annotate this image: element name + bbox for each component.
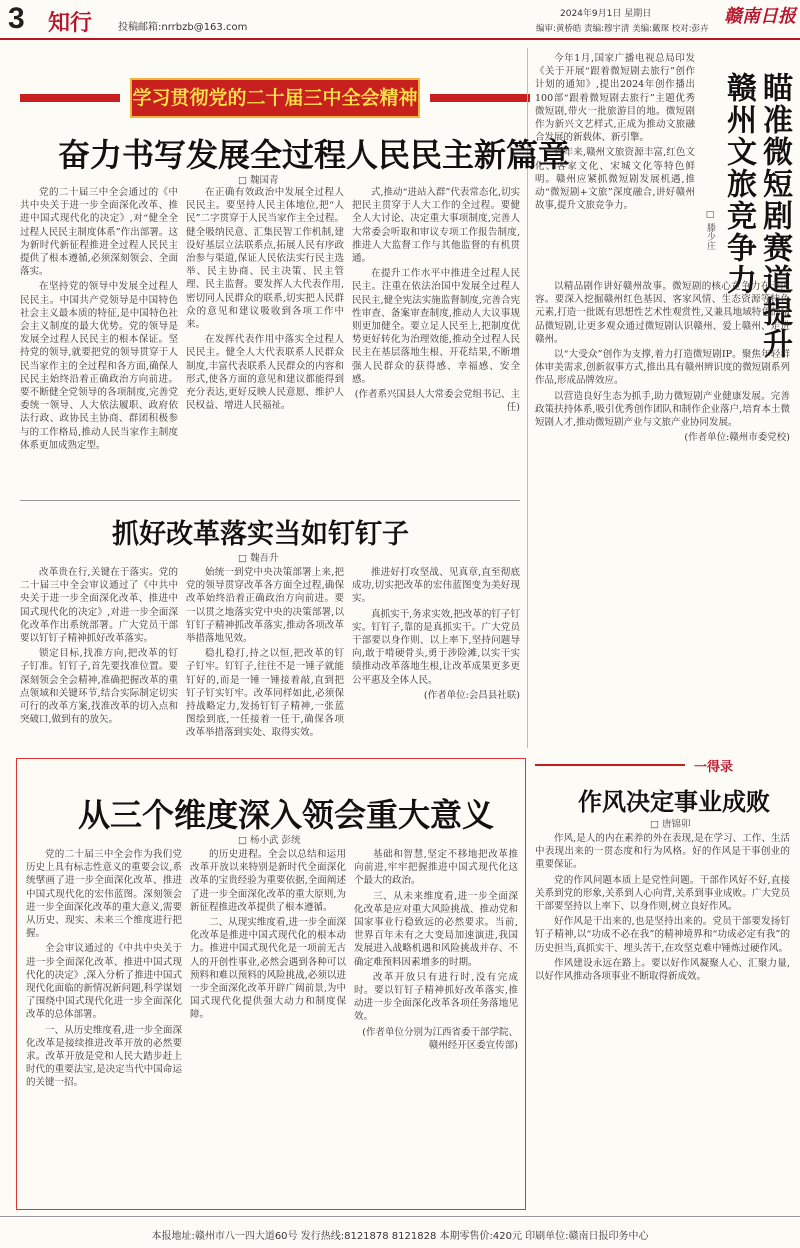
article-4-intro bbox=[535, 52, 695, 272]
paragraph: 稳扎稳打,持之以恒,把改革的钉子钉牢。钉钉子,往往不是一锤子就能钉好的,而是一锤一锤接着敲,直到把钉子钉实钉牢。改革同样如此,必须保持战略定力,发扬钉钉子精神,一张蓝图绘到底,一任接着一任干,确保各项改革举措落到实处、取得实效。 bbox=[186, 648, 344, 739]
paragraph: 好作风是干出来的,也是坚持出来的。党员干部要发扬钉钉子精神,以“功成不必在我”的精神境界和“功成必定有我”的历史担当,真抓实干、埋头苦干,在攻坚克难中锤炼过硬作风。 bbox=[535, 916, 790, 954]
paper-logo: 赣南日报 bbox=[724, 6, 796, 27]
article-3-title: 从三个维度深入领会重大意义 bbox=[78, 796, 495, 834]
article-5-byline: □ 唐锦卯 bbox=[650, 819, 691, 830]
paragraph: 基础和智慧,坚定不移地把改革推向前进,牢牢把握推进中国式现代化这个最大的政治。 bbox=[354, 849, 518, 887]
article-5-body bbox=[535, 832, 790, 1210]
paragraph: 式,推动“进站入群”代表常态化,切实把民主贯穿于人大工作的全过程。要健全人大讨论、决定重大事项制度,完善人大常委会听取和审议专项工作报告制度,推进人大监督工作与其他监督的有机贯通。 bbox=[352, 187, 520, 265]
paragraph: 以“大受众”创作为支撑,着力打造微短剧IP。聚焦年轻群体审美需求,创新叙事方式,推出具有赣州辨识度的微短剧系列作品,形成品牌效应。 bbox=[535, 349, 790, 387]
article-4-title: 瞄准微短剧赛道提升赣州文旅竞争力 bbox=[721, 72, 792, 360]
article-2-column-3 bbox=[352, 566, 520, 746]
article-2-source: (作者单位:会昌县社联) bbox=[423, 689, 520, 701]
topic-banner: 学习贯彻党的二十届三中全会精神 bbox=[130, 78, 420, 118]
article-3-source: (作者单位分别为江西省委干部学院、赣州经开区委宣传部) bbox=[362, 1026, 518, 1051]
page-number: 3 bbox=[8, 2, 25, 35]
paragraph: 以精品剧作讲好赣州故事。微短剧的核心竞争力在于内容。要深入挖掘赣州红色基因、客家风情、生态资源等特色元素,打造一批既有思想性艺术性观赏性,又兼具地域特色的精品微短剧,让更多观众通过微短剧认识赣州、爱上赣州、走进赣州。 bbox=[535, 281, 790, 345]
issue-date: 2024年9月1日 星期日 bbox=[560, 9, 652, 19]
column-tag: 一得录 bbox=[694, 760, 734, 775]
article-5-title: 作风决定事业成败 bbox=[578, 787, 770, 816]
article-2-column-1 bbox=[20, 566, 178, 746]
paragraph: 改革开放只有进行时,没有完成时。要以钉钉子精神抓好改革落实,推动进一步全面深化改革各项任务落地见效。 bbox=[354, 971, 518, 1023]
article-3-column-1 bbox=[26, 848, 182, 1203]
article-3-column-3 bbox=[354, 848, 518, 1203]
article-1-title: 奋力书写发展全过程人民民主新篇章 bbox=[58, 136, 571, 174]
paragraph: 全会审议通过的《中共中央关于进一步全面深化改革、推进中国式现代化的决定》,深入分析了推进中国式现代化面临的新情况新问题,科学谋划了围绕中国式现代化进一步全面深化改革的总体部署。 bbox=[26, 943, 182, 1021]
paragraph: 在发挥代表作用中落实全过程人民民主。健全人大代表联系人民群众制度,丰富代表联系人民群众的内容和形式,使各方面的意见和建议都能得到充分表达,更好反映人民意愿、维护人民权益、增进人民福祉。 bbox=[186, 334, 344, 412]
article-2-byline: □ 魏吾升 bbox=[238, 553, 279, 564]
page-footer bbox=[0, 1216, 800, 1248]
editor-email: 投稿邮箱:nrrbzb@163.com bbox=[118, 22, 248, 33]
paragraph: 今年1月,国家广播电视总局印发《关于开展“跟着微短剧去旅行”创作计划的通知》,提出2024年创作播出100部“跟着微短剧去旅行”主题优秀微短剧,带火一批旅游目的地。微短剧作为新兴文艺样式,正成为推动文旅融合发展的新载体、新引擎。 bbox=[535, 53, 695, 144]
paragraph: 在坚持党的领导中发展全过程人民民主。中国共产党领导是中国特色社会主义最本质的特征,是中国特色社会主义制度的最大优势。党的领导是发展全过程人民民主的根本保证。坚持党的领导,就要把党的领导贯穿于人民当家作主的全过程和各方面,确保人民民主始终沿着正确政治方向前进。要不断健全党领导的各项制度,完善党委统一领导、人大依法履职、政府依法行政、政协民主协商、群团积极参与的工作格局,推动人民当家作主制度体系更加成熟定型。 bbox=[20, 281, 178, 451]
article-2-column-2 bbox=[186, 566, 344, 746]
paragraph: 改革贵在行,关键在于落实。党的二十届三中全会审议通过了《中共中央关于进一步全面深化改革、推进中国式现代化的决定》,对进一步全面深化改革作出系统部署。广大党员干部要以钉钉子精神抓好改革落实。 bbox=[20, 567, 178, 645]
article-2-title: 抓好改革落实当如钉钉子 bbox=[112, 519, 409, 550]
article-4-source: (作者单位:赣州市委党校) bbox=[684, 432, 790, 444]
paragraph: 三、从未来维度看,进一步全面深化改革是应对重大风险挑战、推动党和国家事业行稳致远的必然要求。当前,世界百年未有之大变局加速演进,我国发展进入战略机遇和风险挑战并存、不确定难预料因素增多的时期。 bbox=[354, 890, 518, 968]
article-1-source: (作者系兴国县人大常委会党组书记、主任) bbox=[354, 389, 520, 414]
banner-decoration bbox=[20, 94, 120, 102]
staff-credits: 编审:黄桥皓 责编:穆宇清 美编:戴琛 校对:彭卉 bbox=[536, 24, 709, 34]
paragraph: 党的作风问题本质上是党性问题。干部作风好不好,直接关系到党的形象,关系到人心向背,关系到事业成败。广大党员干部要坚持以上率下、以身作则,树立良好作风。 bbox=[535, 874, 790, 913]
paragraph: 党的二十届三中全会通过的《中共中央关于进一步全面深化改革、推进中国式现代化的决定》,对“健全全过程人民民主制度体系”作出部署。这为新时代新征程推进全过程人民民主提供了根本遵循,必须深刻领会、全面落实。 bbox=[20, 187, 178, 278]
paragraph: 作风,是人的内在素养的外在表现,是在学习、工作、生活中表现出来的一贯态度和行为风格。好的作风是干事创业的重要保证。 bbox=[535, 833, 790, 871]
article-1-column-3 bbox=[352, 186, 520, 491]
paragraph: 以营造良好生态为抓手,助力微短剧产业健康发展。完善政策扶持体系,吸引优秀创作团队和制作企业落户,培育本土微短剧人才,推动微短剧产业与文旅产业协同发展。 bbox=[535, 390, 790, 429]
paragraph: 真抓实干,务求实效,把改革的钉子钉实。钉钉子,靠的是真抓实干。广大党员干部要以身作则、以上率下,坚持问题导向,敢于啃硬骨头,勇于涉险滩,以实干实绩推动改革落地生根,让改革成果更多更公平惠及全体人民。 bbox=[352, 608, 520, 686]
article-1-column-1 bbox=[20, 186, 178, 491]
article-3-column-2 bbox=[190, 848, 346, 1203]
paragraph: 党的二十届三中全会作为我们党历史上具有标志性意义的重要会议,系统擘画了进一步全面深化改革、推进中国式现代化的宏伟蓝图。深刻领会进一步全面深化改革的重大意义,需要从历史、现实、未来三个维度进行把握。 bbox=[26, 849, 182, 940]
masthead bbox=[0, 0, 800, 40]
paragraph: 推进好打攻坚战、见真章,直至彻底成功,切实把改革的宏伟蓝图变为美好现实。 bbox=[352, 567, 520, 605]
footer-text: 本报地址:赣州市八一四大道60号 发行热线:8121878 8121828 本期零售价:420元 印刷单位:赣南日报印务中心 bbox=[151, 1231, 649, 1242]
section-divider bbox=[20, 500, 520, 501]
article-3-byline: □ 杨小武 彭统 bbox=[238, 835, 301, 846]
article-4-body bbox=[535, 280, 790, 742]
article-1-byline: □ 魏国青 bbox=[238, 175, 279, 186]
banner-decoration bbox=[430, 94, 530, 102]
column-tag-rule bbox=[535, 764, 685, 766]
paragraph: 始统一到党中央决策部署上来,把党的领导贯穿改革各方面全过程,确保改革始终沿着正确政治方向前进。要一以贯之地落实党中央的决策部署,以钉钉子精神抓改革落实,推动各项改革举措落地见效。 bbox=[186, 567, 344, 645]
paragraph: 的历史进程。全会以总结和运用改革开放以来特别是新时代全面深化改革的宝贵经验为重要依据,全面阐述了进一步全面深化改革的重大原则,为新征程推进改革提供了根本遵循。 bbox=[190, 849, 346, 913]
paragraph: 作风建设永远在路上。要以好作风凝聚人心、汇聚力量,以好作风推动各项事业不断取得新成效。 bbox=[535, 957, 790, 983]
section-name: 知行 bbox=[48, 11, 93, 36]
article-1-column-2 bbox=[186, 186, 344, 491]
paragraph: 在正确有效政治中发展全过程人民民主。要坚持人民主体地位,把“人民”二字贯穿于人民当家作主全过程。健全吸纳民意、汇集民智工作机制,建设好基层立法联系点,拓展人民有序政治参与渠道,保证人民依法实行民主选举、民主协商、民主决策、民主管理、民主监督。要发挥人大代表作用,密切同人民群众的联系,切实把人民群众的意见和建议吸收到各项工作中来。 bbox=[186, 187, 344, 331]
article-4-byline: □ 滕少庄 bbox=[705, 210, 715, 250]
paragraph: 二、从现实维度看,进一步全面深化改革是推进中国式现代化的根本动力。推进中国式现代化是一项前无古人的开创性事业,必然会遇到各种可以预料和难以预料的风险挑战,必须以进一步全面深化改革开辟广阔前景,为中国式现代化提供强大动力和制度保障。 bbox=[190, 917, 346, 1021]
paragraph: 近年来,赣州文旅资源丰富,红色文化、客家文化、宋城文化等特色鲜明。赣州应紧抓微短剧发展机遇,推动“微短剧+文旅”深度融合,讲好赣州故事,提升文旅竞争力。 bbox=[535, 147, 695, 212]
paragraph: 锁定目标,找准方向,把改革的钉子钉准。钉钉子,首先要找准位置。要深刻领会全会精神,准确把握改革的重点领域和关键环节,结合实际制定切实可行的改革方案,找准改革的切入点和突破口,做到有的放矢。 bbox=[20, 648, 178, 726]
paragraph: 在提升工作水平中推进全过程人民民主。注重在依法治国中发展全过程人民民主,健全宪法实施监督制度,完善合宪性审查、备案审查制度,推动人大议事规则更加健全。要立足人民至上,把制度优势更好转化为治理效能,推动全过程人民民主在基层落地生根、开花结果,不断增强人民群众的获得感、幸福感、安全感。 bbox=[352, 268, 520, 385]
paragraph: 一、从历史维度看,进一步全面深化改革是接续推进改革开放的必然要求。改革开放是党和人民大踏步赶上时代的重要法宝,是决定当代中国命运的关键一招。 bbox=[26, 1024, 182, 1089]
